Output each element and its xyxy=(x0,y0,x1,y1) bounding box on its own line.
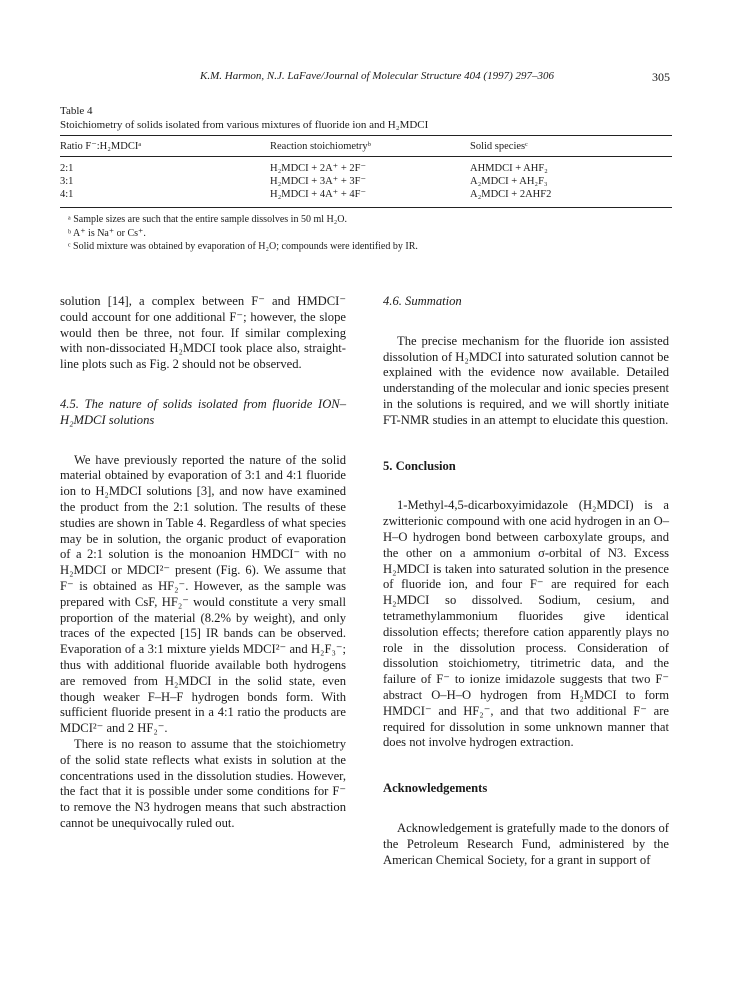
table-cell: 2:1 xyxy=(60,163,74,174)
table-cell: AHMDCI + AHF₂ xyxy=(470,163,548,174)
column-header-reaction: Reaction stoichiometryᵇ xyxy=(270,136,470,157)
column-header-solid-species: Solid speciesᶜ xyxy=(470,136,672,157)
left-column xyxy=(60,294,346,832)
paragraph: Acknowledgement is gratefully made to the donors of the Petroleum Research Fund, administered by the American Chemical Society, for a grant in support of xyxy=(383,820,669,867)
table-row xyxy=(60,157,672,176)
page-number: 305 xyxy=(652,70,670,84)
table-cell: 3:1 xyxy=(60,176,74,187)
running-header xyxy=(60,70,670,86)
footnote-b: ᵇ A⁺ is Na⁺ or Cs⁺. xyxy=(68,227,146,239)
table-cell: 4:1 xyxy=(60,188,270,208)
table-cell: H₂MDCI + 2A⁺ + 2F⁻ xyxy=(270,163,367,174)
section-heading-acknowledgements: Acknowledgements xyxy=(383,781,488,796)
table-cell: A₂MDCI + 2AHF2 xyxy=(470,188,672,208)
table-cell: H₂MDCI + 4A⁺ + 4F⁻ xyxy=(270,188,470,208)
right-column xyxy=(383,294,669,868)
table-header-row xyxy=(60,136,672,157)
paragraph: solution [14], a complex between F⁻ and HMDCI⁻ could account for one additional F⁻; however, the slope would then be three, not four. If similar complexing with non-dissociated H₂MDCI took place also, straight-line plots such as Fig. 2 should not be observed. xyxy=(60,294,346,372)
journal-citation: K.M. Harmon, N.J. LaFave/Journal of Molecular Structure 404 (1997) 297–306 xyxy=(200,70,554,82)
section-heading-4-6: 4.6. Summation xyxy=(383,294,462,308)
stoichiometry-table xyxy=(60,135,672,208)
paragraph: We have previously reported the nature of the solid material obtained by evaporation of 3:1 and 4:1 fluoride ion to H₂MDCI solutions [3], and now have examined the product from the 2:1 solution. The results of these studies are shown in Table 4. Regardless of what species may be in solution, the organic product of evaporation of a 2:1 solution is the monoanion HMDCI⁻ with no H₂MDCI or MDCI²⁻ present (Fig. 6). We assume that F⁻ is obtained as HF₂⁻. However, as the sample was prepared with CsF, HF₂⁻ would constitute a very small proportion of the material (8.2% by weight), and only traces of the expected [15] IR bands can be observed. Evaporation of a 3:1 mixture yields MDCI²⁻ and H₂F₃⁻; thus with additional fluoride available both hydrogens are removed from H₂MDCI in the solid state, even though weaker F–H–F hydrogen bonds form. With sufficient fluoride present in a 4:1 ratio the products are MDCI²⁻ and 2 HF₂⁻. xyxy=(60,452,346,736)
section-heading-4-5: 4.5. The nature of solids isolated from fluoride ION–H₂MDCI solutions xyxy=(60,396,346,427)
paragraph: There is no reason to assume that the stoichiometry of the solid state reflects what exists in solution at the concentrations used in the dissolution studies. However, the fact that it is possible under some conditions for F⁻ to remove the N3 hydrogen means that such abstraction cannot be unequivocally ruled out. xyxy=(60,736,346,830)
footnote-c: ᶜ Solid mixture was obtained by evaporation of H₂O; compounds were identified by IR. xyxy=(68,241,418,252)
paragraph: 1-Methyl-4,5-dicarboxyimidazole (H₂MDCI) is a zwitterionic compound with one acid hydrogen in an O–H–O hydrogen bond between carboxylate groups, and the other on a ammonium σ-orbital of N3. Excess H₂MDCI is taken into saturated solution in the presence of fluoride ion, and four F⁻ are required for each H₂MDCI so dissolved. Sodium, cesium, and tetramethylammonium fluorides give identical dissolution effects; therefore cation apparently plays no role in the dissolution process. Consideration of dissolution stoichiometry, titrimetric data, and the failure of F⁻ to ionize imidazole suggests that two F⁻ abstract O–H–O hydrogen from H₂MDCI to form HMDCI⁻ and HF₂⁻, and that two additional F⁻ are required for dissolution in some unknown manner that does not involve hydrogen extraction. xyxy=(383,498,669,750)
table-cell: H₂MDCI + 3A⁺ + 3F⁻ xyxy=(270,176,367,187)
section-heading-conclusion: 5. Conclusion xyxy=(383,458,456,473)
table-label: Table 4 xyxy=(60,105,93,117)
table-row xyxy=(60,175,672,188)
table-caption xyxy=(60,104,672,132)
table-title: Stoichiometry of solids isolated from various mixtures of fluoride ion and H₂MDCI xyxy=(60,119,429,131)
table-row xyxy=(60,188,672,208)
column-header-ratio: Ratio F⁻:H₂MDCIᵃ xyxy=(60,136,270,157)
paragraph: The precise mechanism for the fluoride ion assisted dissolution of H₂MDCI into saturated solution cannot be explained with the evidence now available. Detailed understanding of the molecular and ionic species present in the solutions is required, and we will shortly initiate FT-NMR studies in an attempt to elucidate this question. xyxy=(383,333,669,427)
table-footnotes xyxy=(60,213,672,254)
table-cell: A₂MDCI + AH₂F₃ xyxy=(470,176,548,187)
footnote-a: ᵃ Sample sizes are such that the entire sample dissolves in 50 ml H₂O. xyxy=(68,214,347,225)
